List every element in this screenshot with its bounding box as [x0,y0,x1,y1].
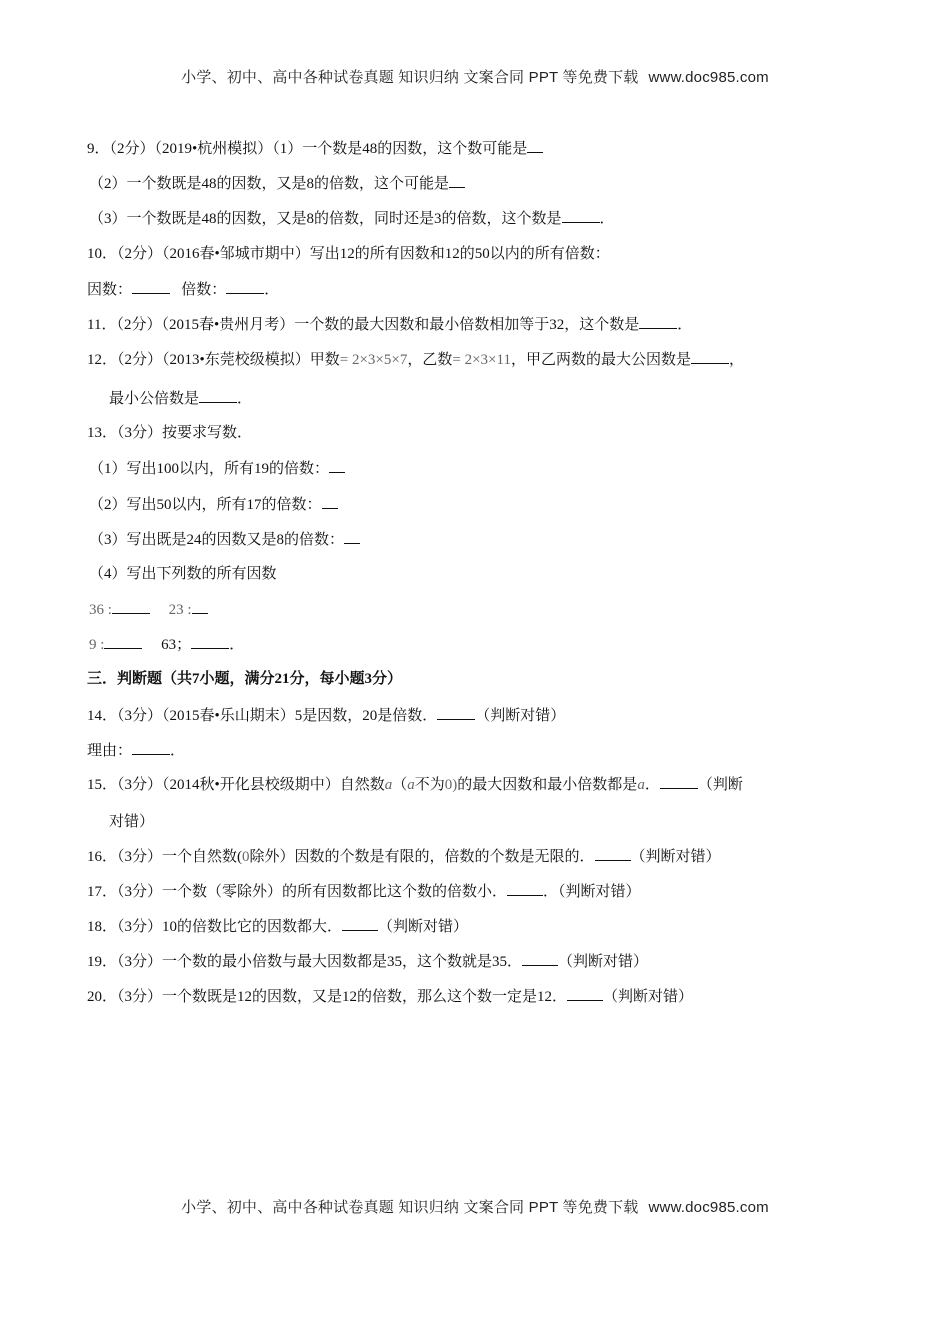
answer-blank[interactable] [329,458,345,473]
question-10-line-1: 10．（2分）（2016春•邹城市期中）写出12的所有因数和12的50以内的所有倍数： [87,246,610,262]
question-13-sub-2: （2）写出50以内，所有17的倍数： [89,494,338,515]
answer-blank[interactable] [192,599,208,614]
question-10-line-2: 因数： 倍数： ． [87,279,279,300]
answer-blank[interactable] [522,951,558,966]
question-13-factors-row-1: 36 : 23 : [89,599,208,620]
gcd-blank[interactable] [691,349,729,364]
question-19: 19．（3分）一个数的最小倍数与最大因数都是35，这个数就是35． （判断对错） [87,951,648,972]
answer-blank[interactable] [567,986,603,1001]
question-13-sub-4: （4）写出下列数的所有因数 [89,566,277,582]
question-20: 20．（3分）一个数既是12的因数，又是12的倍数，那么这个数一定是12． （判断对错） [87,986,693,1007]
answer-blank[interactable] [342,916,378,931]
header-url[interactable]: www.doc985.com [648,69,769,86]
multiple-blank[interactable] [226,279,264,294]
question-16: 16．（3分）一个自然数(0除外）因数的个数是有限的，倍数的个数是无限的． （判断对错） [87,846,721,867]
question-15-line-2: 对错） [109,814,155,830]
answer-blank[interactable] [660,774,698,789]
question-13-title: 13．（3分）按要求写数． [87,425,253,441]
question-9-line-3: （3）一个数既是48的因数，又是8的倍数，同时还是3的倍数，这个数是 ． [89,208,615,229]
page-footer [0,1196,950,1217]
question-14-reason: 理由： ． [87,740,185,761]
answer-blank[interactable] [527,138,543,153]
factor-blank[interactable] [132,279,170,294]
lcm-blank[interactable] [199,388,237,403]
answer-blank[interactable] [191,634,229,649]
section-3-title: 三．判断题（共7小题，满分21分，每小题3分） [87,671,403,687]
question-15-line-1: 15．（3分）（2014秋•开化县校级期中）自然数a（a不为0)的最大因数和最小倍数都是a． （判断 [87,774,743,795]
question-11: 11．（2分）（2015春•贵州月考）一个数的最大因数和最小倍数相加等于32，这个数是 ． [87,314,692,335]
footer-url[interactable]: www.doc985.com [648,1199,769,1216]
answer-blank[interactable] [449,173,465,188]
question-12-line-1: 12．（2分）（2013•东莞校级模拟）甲数= 2×3×5×7，乙数= 2×3×11，甲乙两数的最大公因数是 ， [87,349,744,370]
question-9-line-2: （2）一个数既是48的因数，又是8的倍数，这个可能是 [89,173,465,194]
question-13-sub-3: （3）写出既是24的因数又是8的倍数： [89,529,360,550]
footer-text: 小学、初中、高中各种试卷真题 知识归纳 文案合同 PPT 等免费下载 [181,1199,639,1216]
question-18: 18．（3分）10的倍数比它的因数都大． （判断对错） [87,916,468,937]
answer-blank[interactable] [344,529,360,544]
answer-blank[interactable] [562,208,600,223]
header-text: 小学、初中、高中各种试卷真题 知识归纳 文案合同 PPT 等免费下载 [181,69,639,86]
question-17: 17．（3分）一个数（零除外）的所有因数都比这个数的倍数小． ．（判断对错） [87,881,641,902]
question-9-line-1: 9．（2分）（2019•杭州模拟）（1）一个数是48的因数，这个数可能是 [87,138,543,159]
answer-blank[interactable] [112,599,150,614]
question-12-line-2: 最小公倍数是 ． [109,388,252,409]
answer-blank[interactable] [322,494,338,509]
answer-blank[interactable] [595,846,631,861]
answer-blank[interactable] [437,705,475,720]
question-13-sub-1: （1）写出100以内，所有19的倍数： [89,458,345,479]
question-13-factors-row-2: 9 : 63； ． [89,634,244,655]
answer-blank[interactable] [639,314,677,329]
reason-blank[interactable] [132,740,170,755]
page-header [0,66,950,87]
answer-blank[interactable] [104,634,142,649]
answer-blank[interactable] [507,881,543,896]
question-14: 14．（3分）（2015春•乐山期末）5是因数，20是倍数． （判断对错） [87,705,565,726]
